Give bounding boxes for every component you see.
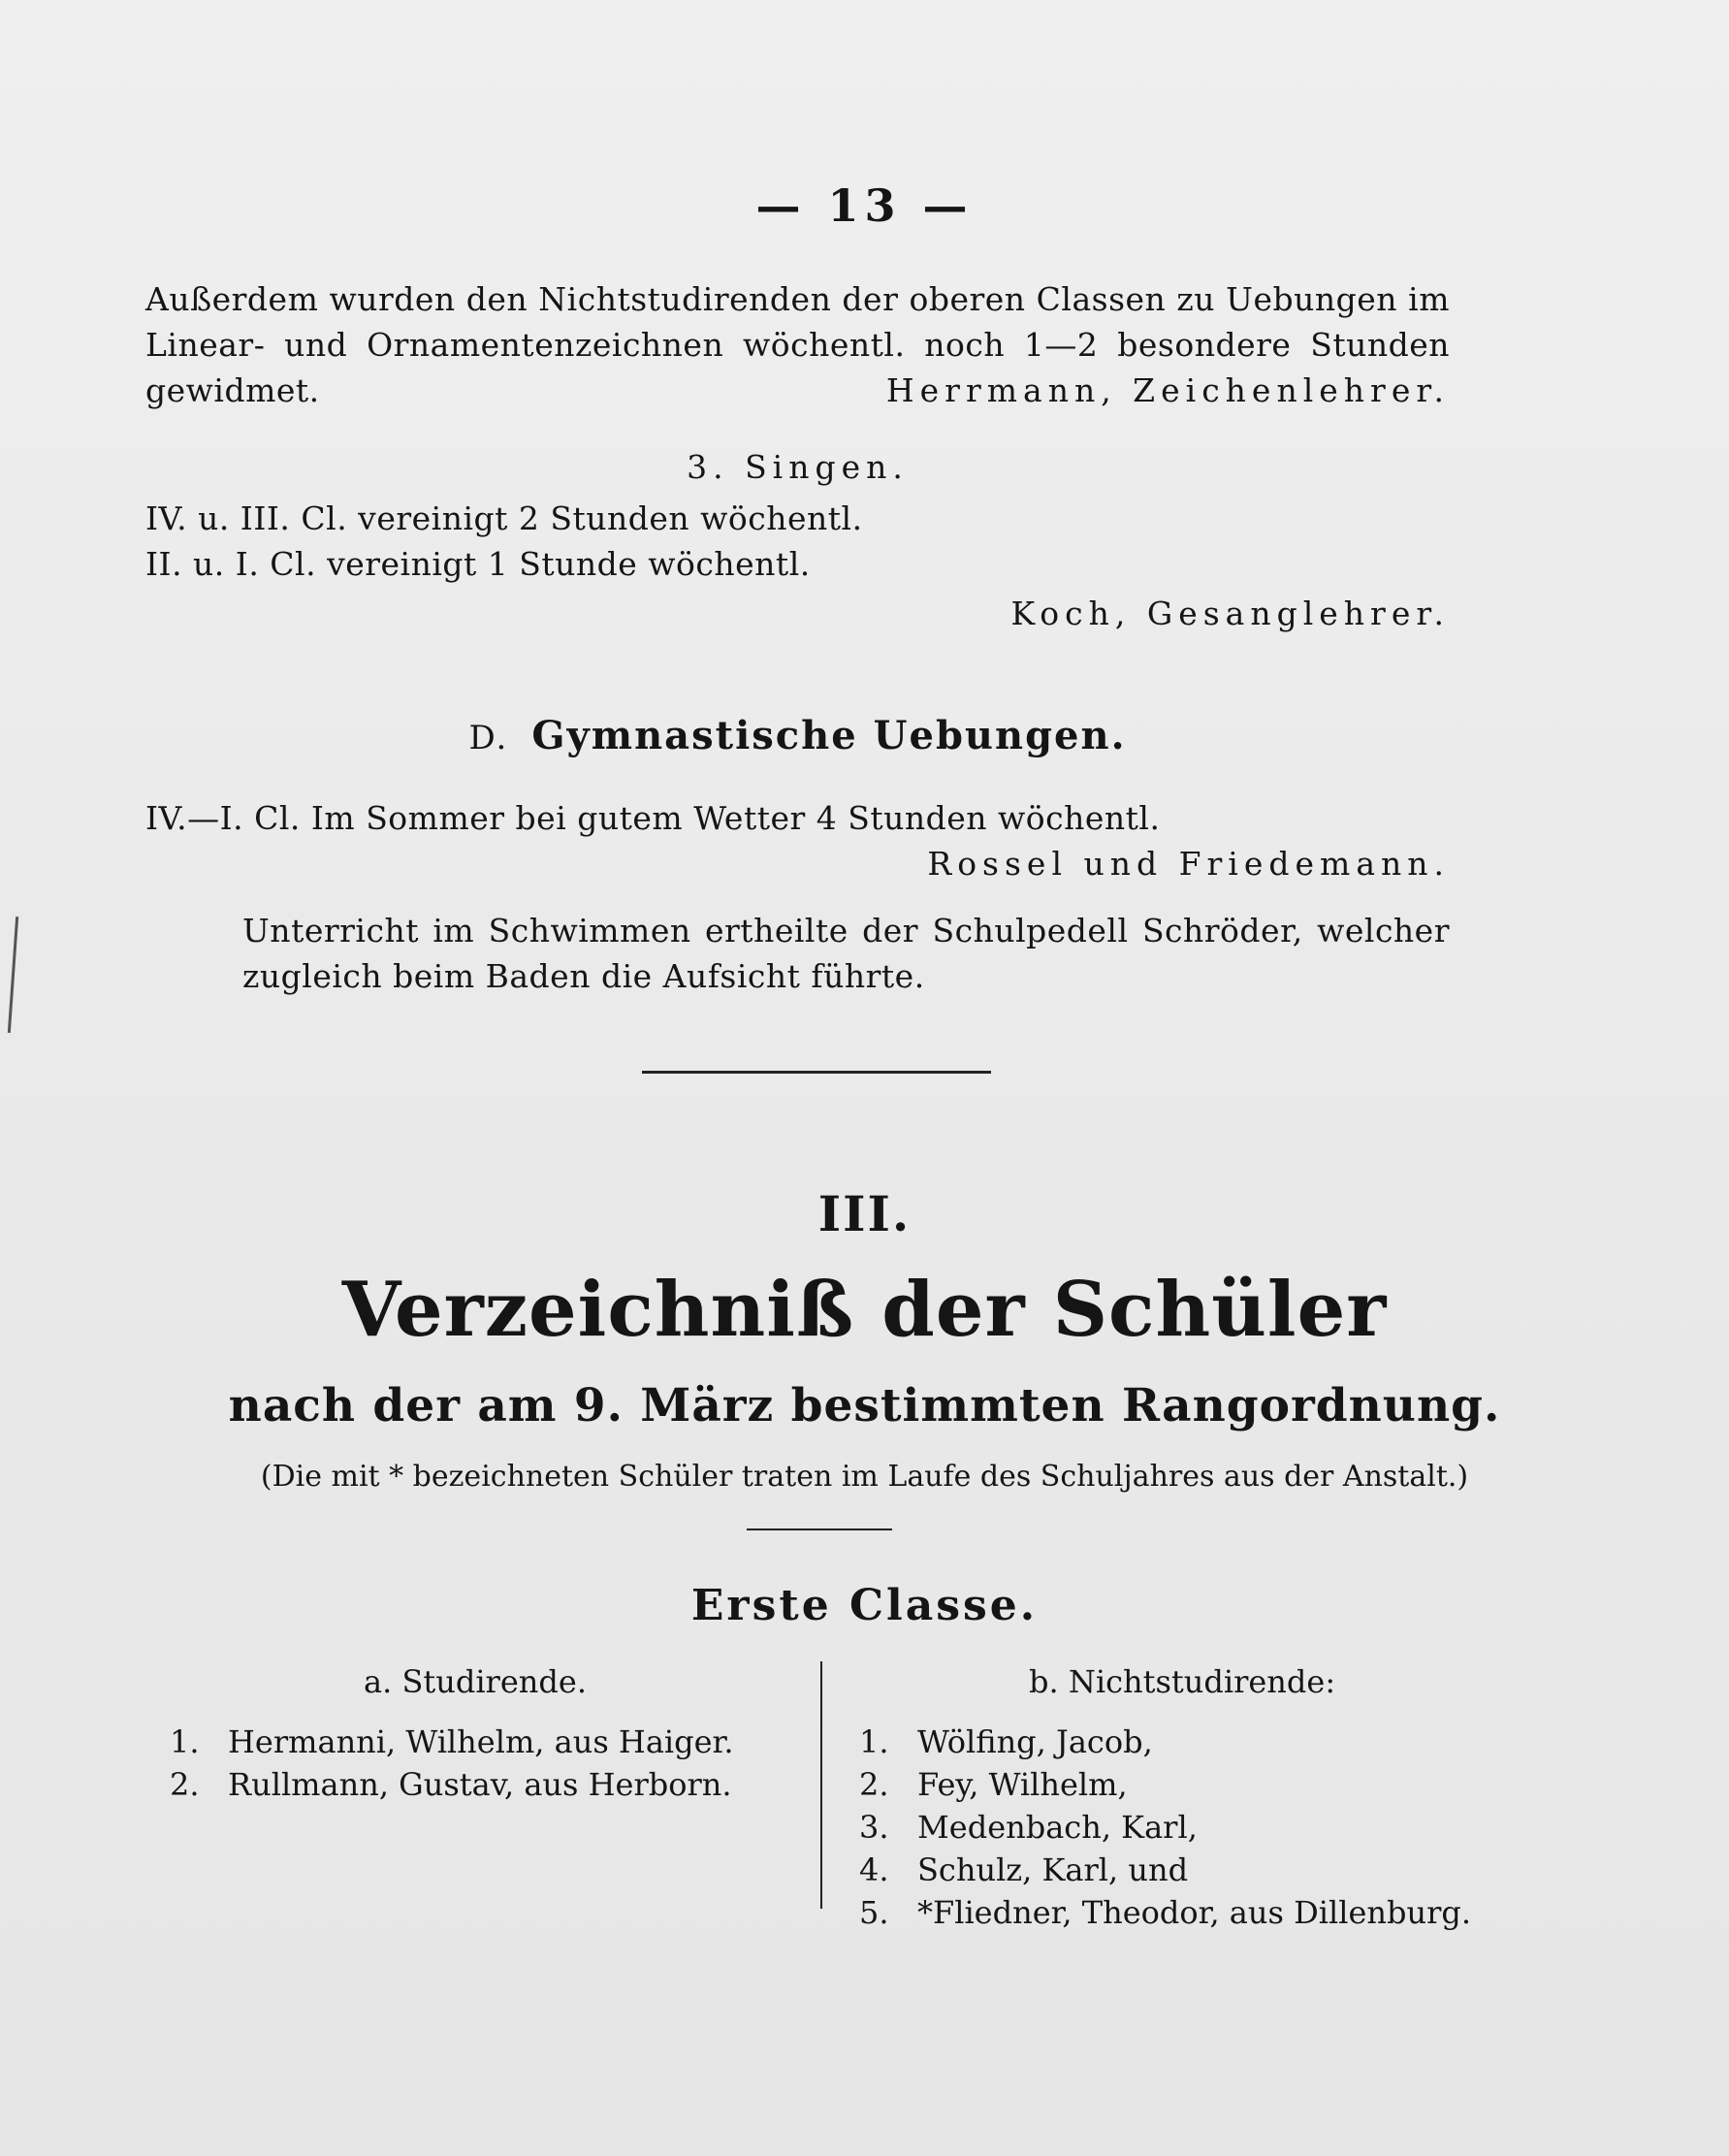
- list-item-number: 3.: [859, 1809, 889, 1846]
- list-item-number: 4.: [859, 1851, 889, 1888]
- list-item: [859, 1763, 1499, 1806]
- gymnastics-section: [145, 713, 1450, 999]
- list-item: [859, 1806, 1499, 1849]
- list-item-name: *Fliedner, Theodor, aus Dillenburg.: [917, 1894, 1472, 1931]
- list-item: [170, 1721, 781, 1763]
- studying-heading: a. Studirende.: [364, 1663, 587, 1700]
- list-item-name: Medenbach, Karl,: [917, 1809, 1198, 1846]
- list-item-name: Hermanni, Wilhelm, aus Haiger.: [228, 1723, 734, 1760]
- list-item: [859, 1891, 1499, 1934]
- gymnastics-letter: D.: [468, 719, 509, 757]
- section-divider: [642, 1071, 991, 1074]
- list-item: [859, 1721, 1499, 1763]
- gymnastics-heading: [145, 713, 1450, 758]
- studying-column: [170, 1660, 781, 1806]
- singing-line-2: II. u. I. Cl. vereinigt 1 Stunde wöchentl.: [145, 545, 811, 583]
- list-item-name: Rullmann, Gustav, aus Herborn.: [228, 1766, 732, 1803]
- singing-heading: 3. Singen.: [687, 448, 909, 486]
- section-note: (Die mit * bezeichneten Schüler traten im Laufe des Schuljahres aus der Anstalt.): [260, 1460, 1469, 1494]
- class-title: Erste Classe.: [690, 1581, 1039, 1630]
- margin-mark: [8, 917, 18, 1033]
- gymnastics-teachers: Rossel und Friedemann.: [927, 845, 1450, 883]
- short-divider: [747, 1529, 892, 1530]
- page-number: — 13 —: [755, 179, 974, 232]
- singing-section: [145, 444, 1450, 636]
- singing-line-1: IV. u. III. Cl. vereinigt 2 Stunden wöchentl.: [145, 499, 863, 537]
- non-studying-column: [859, 1660, 1499, 1934]
- list-item-number: 5.: [859, 1894, 889, 1931]
- section-number: III.: [817, 1185, 912, 1242]
- drawing-note: [145, 276, 1450, 413]
- section-title: Verzeichniß der Schüler: [341, 1266, 1388, 1354]
- drawing-teacher: Herrmann, Zeichenlehrer.: [885, 371, 1450, 409]
- non-studying-list: [859, 1721, 1499, 1934]
- list-item: [170, 1763, 781, 1806]
- list-item-number: 1.: [170, 1723, 200, 1760]
- list-item-number: 2.: [859, 1766, 889, 1803]
- gymnastics-title: Gymnastische Uebungen.: [531, 713, 1127, 758]
- column-divider: [820, 1661, 822, 1909]
- gymnastics-line: IV.—I. Cl. Im Sommer bei gutem Wetter 4 Stunden wöchentl.: [145, 799, 1161, 837]
- singing-teacher: Koch, Gesanglehrer.: [1010, 595, 1450, 632]
- list-item: [859, 1849, 1499, 1891]
- list-item-number: 2.: [170, 1766, 200, 1803]
- swimming-text: Unterricht im Schwimmen ertheilte der Schulpedell Schröder, welcher zugleich beim Baden die Aufsicht führte.: [242, 912, 1450, 995]
- list-item-name: Wölfing, Jacob,: [917, 1723, 1153, 1760]
- swimming-note: [145, 908, 1450, 999]
- non-studying-heading: b. Nichtstudirende:: [1029, 1663, 1336, 1700]
- list-item-number: 1.: [859, 1723, 889, 1760]
- list-item-name: Schulz, Karl, und: [917, 1851, 1189, 1888]
- section-subtitle: nach der am 9. März bestimmten Rangordnung.: [228, 1379, 1501, 1432]
- studying-list: [170, 1721, 781, 1806]
- drawing-note-text: Außerdem wurden den Nichtstudirenden der oberen Classen zu Uebungen im Linear- und Ornamentenzeichnen wöchentl. noch 1—2 besondere Stunden gewidmet.: [145, 280, 1450, 409]
- list-item-name: Fey, Wilhelm,: [917, 1766, 1128, 1803]
